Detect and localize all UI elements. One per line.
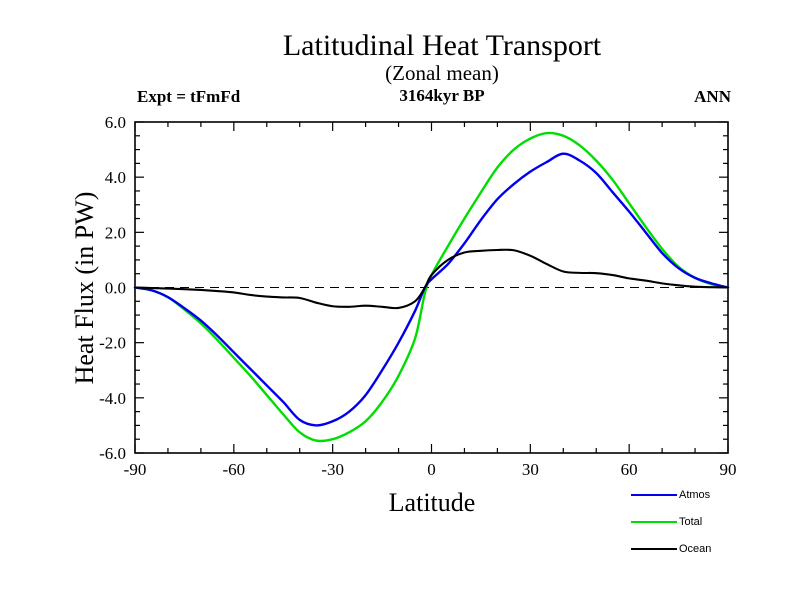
x-tick-label: 0 [427, 460, 436, 479]
legend-label-total: Total [679, 515, 703, 528]
time-label: 3164kyr BP [399, 86, 485, 105]
chart-legend [631, 485, 781, 566]
chart-subtitle: (Zonal mean) [385, 61, 499, 85]
chart-title: Latitudinal Heat Transport [282, 29, 602, 62]
x-tick-label: 90 [719, 460, 737, 479]
x-tick-label: -60 [222, 460, 246, 479]
y-tick-label: -4.0 [99, 388, 126, 408]
total-line-swatch [631, 521, 677, 523]
x-tick-label: -90 [123, 460, 147, 479]
series-line-total [135, 133, 728, 441]
legend-label-ocean: Ocean [679, 542, 712, 555]
y-tick-label: -6.0 [99, 444, 126, 463]
x-tick-label: 30 [521, 460, 539, 479]
legend-item-ocean [631, 539, 781, 558]
season-label: ANN [694, 87, 731, 106]
y-tick-label: 2.0 [104, 223, 126, 243]
ocean-line-swatch [631, 548, 677, 550]
legend-item-atmos [631, 485, 781, 504]
series-line-atmos [135, 154, 728, 426]
y-tick-label: 0.0 [104, 278, 126, 298]
x-tick-label: -30 [321, 460, 345, 479]
experiment-label: Expt = tFmFd [137, 87, 241, 106]
atmos-line-swatch [631, 494, 677, 496]
y-tick-label: 6.0 [104, 113, 126, 132]
legend-item-total [631, 512, 781, 531]
y-tick-label: -2.0 [99, 333, 126, 353]
x-tick-label: 60 [620, 460, 638, 479]
y-tick-label: 4.0 [104, 168, 126, 188]
y-axis-label: Heat Flux (in PW) [70, 191, 99, 385]
legend-label-atmos: Atmos [679, 488, 711, 501]
x-axis-label: Latitude [388, 488, 476, 517]
plot-border [135, 122, 728, 453]
